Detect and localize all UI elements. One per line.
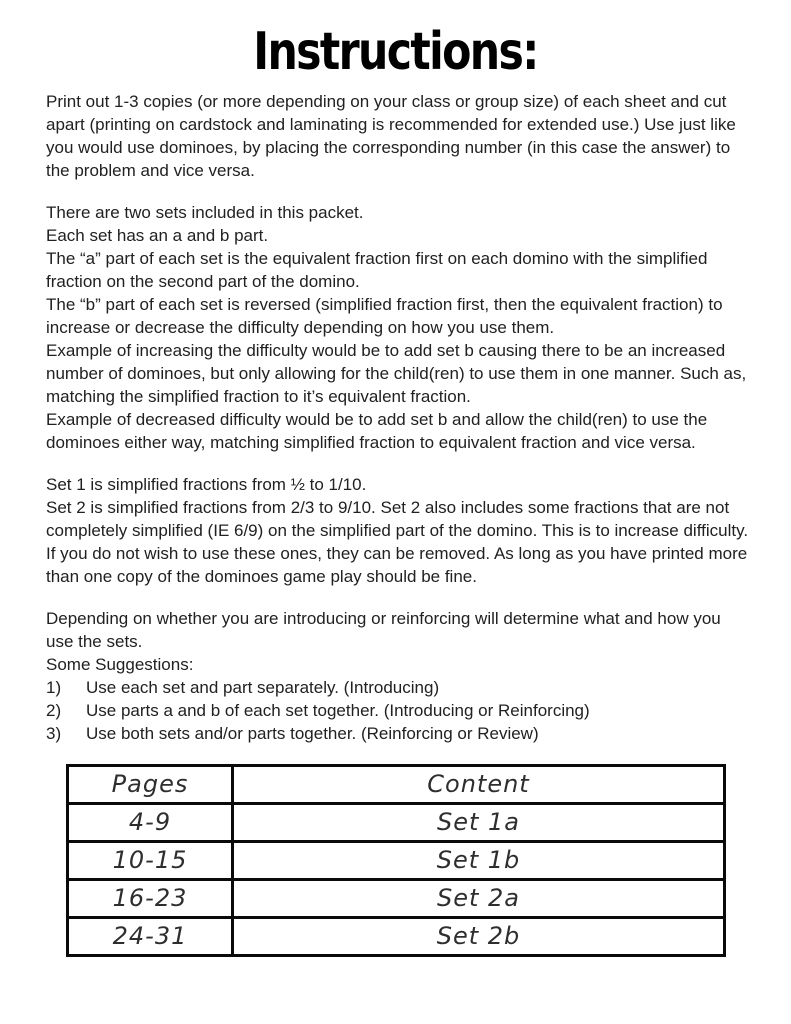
pages-cell: 4-9 (68, 804, 233, 842)
intro-paragraph: Print out 1-3 copies (or more depending on your class or group size) of each sheet and cut apart (printing on cardstock and laminating is recommended for extended use.) Use just like you would use dominoes, by placing the corresponding number (in this case the answer) to the problem and vice versa. (46, 92, 736, 180)
pages-column-header: Pages (68, 766, 233, 804)
pages-cell: 16-23 (68, 880, 233, 918)
text-line: The “b” part of each set is reversed (simplified fraction first, then the equivalent fraction) to increase or decrease the difficulty depending on how you use them. (46, 295, 723, 337)
text-line: There are two sets included in this packet. (46, 203, 364, 222)
content-cell: Set 2a (233, 880, 725, 918)
table-row (68, 880, 725, 918)
text-line: Example of decreased difficulty would be to add set b and allow the child(ren) to use the dominoes either way, matching simplified fraction to equivalent fraction and vice versa. (46, 410, 708, 452)
suggestions-label: Some Suggestions: (46, 655, 194, 674)
list-text: Use both sets and/or parts together. (Reinforcing or Review) (86, 724, 539, 743)
list-number: 3) (46, 724, 62, 743)
text-line: The “a” part of each set is the equivalent fraction first on each domino with the simplified fraction on the second part of the domino. (46, 249, 708, 291)
suggestion-item (46, 699, 751, 722)
list-number: 2) (46, 701, 62, 720)
text-line: Each set has an a and b part. (46, 226, 269, 245)
content-column-header: Content (233, 766, 725, 804)
usage-paragraph (46, 607, 751, 745)
text-line: Set 1 is simplified fractions from ½ to 1/10. (46, 475, 367, 494)
suggestion-item (46, 722, 751, 745)
table-row (68, 842, 725, 880)
contents-table (66, 764, 726, 957)
page-title-text: Instructions: (253, 22, 538, 82)
text-line: Example of increasing the difficulty would be to add set b causing there to be an increased number of dominoes, but only allowing for the child(ren) to use them in one manner. Such as, matching the simplified fraction to it’s equivalent fraction. (46, 341, 747, 406)
list-text: Use each set and part separately. (Introducing) (86, 678, 440, 697)
list-text: Use parts a and b of each set together. (Introducing or Reinforcing) (86, 701, 590, 720)
list-number: 1) (46, 678, 62, 697)
table-row (68, 804, 725, 842)
usage-intro: Depending on whether you are introducing or reinforcing will determine what and how you use the sets. (46, 609, 721, 651)
set-ranges-paragraph (46, 473, 751, 588)
document-body (46, 90, 751, 957)
content-cell: Set 2b (233, 918, 725, 956)
pages-cell: 24-31 (68, 918, 233, 956)
page-title (0, 0, 791, 88)
pages-cell: 10-15 (68, 842, 233, 880)
suggestion-item (46, 676, 751, 699)
table-row (68, 918, 725, 956)
text-line: Set 2 is simplified fractions from 2/3 to 9/10. Set 2 also includes some fractions that are not completely simplified (IE 6/9) on the simplified part of the domino. This is to increase difficulty. If you do not wish to use these ones, they can be removed. As long as you have printed more than one copy of the dominoes game play should be fine. (46, 498, 749, 586)
content-cell: Set 1a (233, 804, 725, 842)
table-header-row (68, 766, 725, 804)
sets-description-paragraph (46, 201, 751, 454)
content-cell: Set 1b (233, 842, 725, 880)
